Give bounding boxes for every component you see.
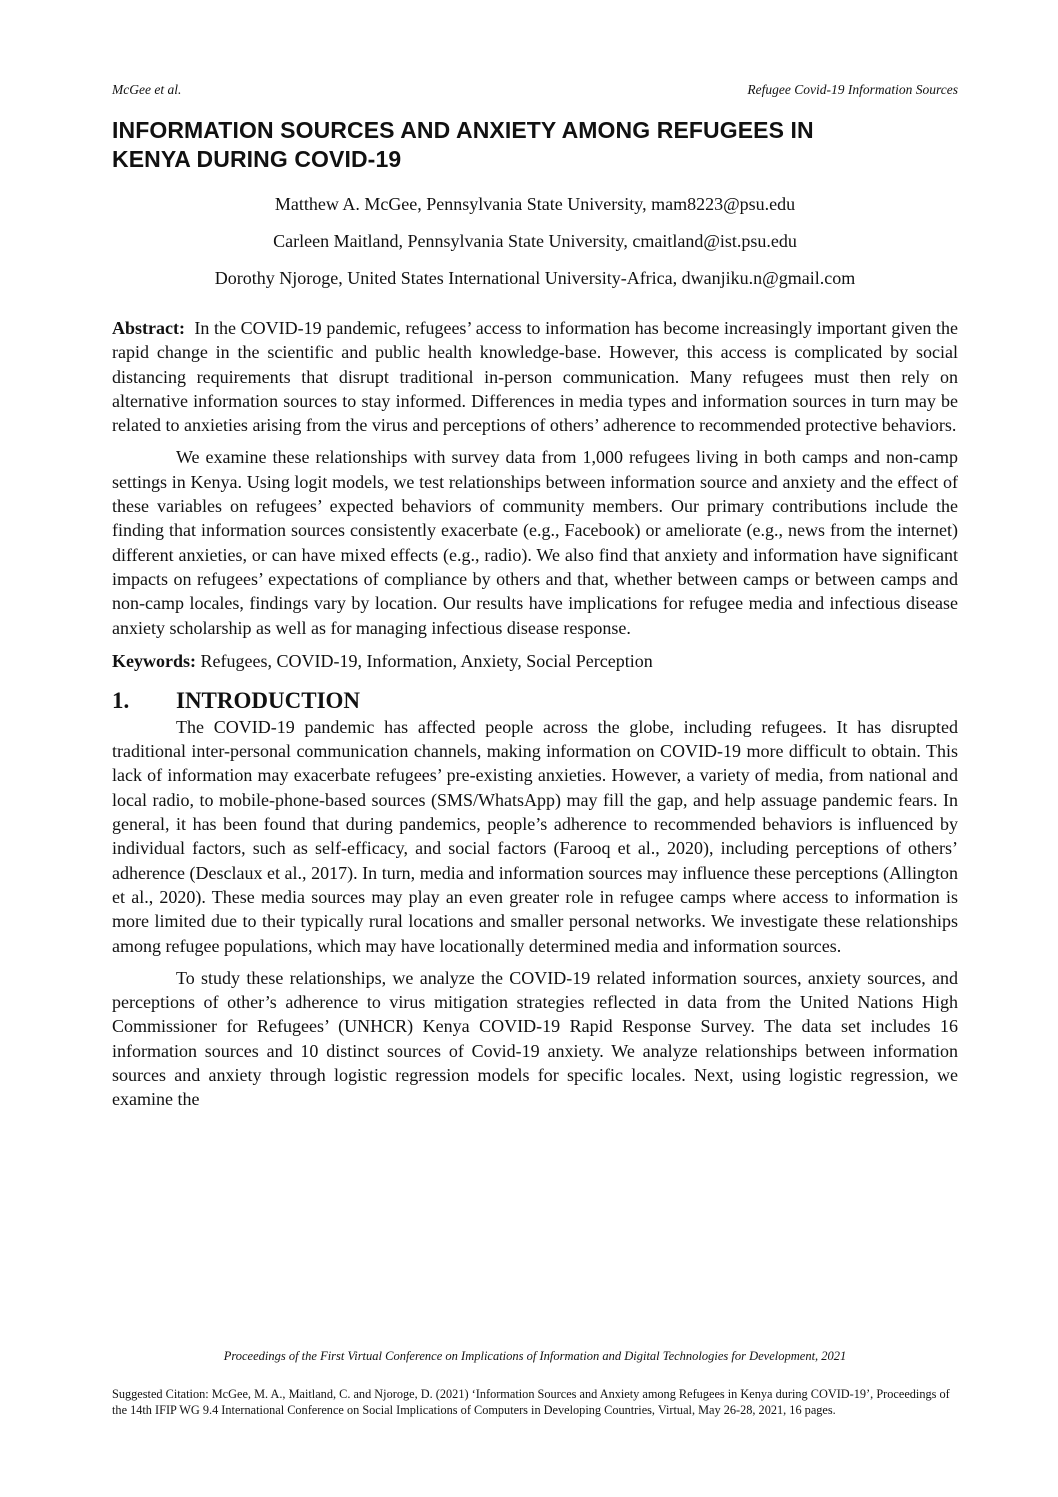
section-title: INTRODUCTION: [176, 687, 361, 713]
running-header-right: Refugee Covid-19 Information Sources: [747, 82, 958, 97]
keywords-text: Refugees, COVID-19, Information, Anxiety, Social Perception: [200, 650, 653, 671]
intro-paragraph-1: The COVID-19 pandemic has affected people across the globe, including refugees. It has disrupted traditional inter-personal communication channels, making information on COVID-19 more difficult to obtain. This lack of information may exacerbate refugees’ pre-existing anxieties. However, a variety of media, from national and local radio, to mobile-phone-based sources (SMS/WhatsApp) may fill the gap, and help assuage pandemic fears. In general, it has been found that during pandemics, people’s adherence to recommended behaviors is influenced by individual factors, such as self-efficacy, and social factors (Farooq et al., 2020), including perceptions of others’ adherence (Desclaux et al., 2017). In turn, media and information sources may influence these perceptions (Allington et al., 2020). These media sources may play an even greater role in refugee camps where access to information is more limited due to their typically rural locations and smaller personal networks. We investigate these relationships among refugee populations, which may have locationally determined media and information sources.: [112, 716, 958, 956]
section-heading: [112, 687, 958, 715]
intro-paragraph-2: To study these relationships, we analyze the COVID-19 related information sources, anxiety sources, and perceptions of other’s adherence to virus mitigation strategies reflected in data from the United Nations High Commissioner for Refugees’ (UNHCR) Kenya COVID-19 Rapid Response Survey. The data set includes 16 information sources and 10 distinct sources of Covid-19 anxiety. We analyze relationships between information sources and anxiety through logistic regression models for specific locales. Next, using logistic regression, we examine the: [112, 967, 958, 1110]
page-body: [112, 82, 958, 1112]
author-3: Dorothy Njoroge, United States International University-Africa, dwanjiku.n@gmail.com: [214, 268, 856, 288]
keywords: [112, 649, 958, 673]
footer-citation: Suggested Citation: McGee, M. A., Maitland, C. and Njoroge, D. (2021) ‘Information Sources and Anxiety among Refugees in Kenya during COVID-19’, Proceedings of the 14th IFIP WG 9.4 International Conference on Social Implications of Computers in Developing Countries, Virtual, May 26-28, 2021, 16 pages.: [112, 1387, 950, 1417]
paper-title-line-2: KENYA DURING COVID-19: [112, 146, 402, 172]
keywords-label: Keywords:: [112, 650, 196, 671]
footer-proceedings: Proceedings of the First Virtual Conference on Implications of Information and Digital Technologies for Development, 2021: [223, 1349, 847, 1363]
paper-title-line-1: INFORMATION SOURCES AND ANXIETY AMONG REFUGEES IN: [112, 117, 814, 143]
author-list: [112, 192, 958, 290]
abstract-text-1: In the COVID-19 pandemic, refugees’ access to information has become increasingly important given the rapid change in the scientific and public health knowledge-base. However, this access is complicated by social distancing requirements that disrupt traditional in-person communication. Many refugees must then rely on alternative information sources to stay informed. Differences in media types and information sources in turn may be related to anxieties arising from the virus and perceptions of others’ adherence to recommended protective behaviors.: [112, 318, 959, 436]
section-number: 1.: [112, 687, 130, 713]
author-1: Matthew A. McGee, Pennsylvania State University, mam8223@psu.edu: [274, 194, 796, 214]
running-header: [112, 82, 958, 98]
running-header-left: McGee et al.: [112, 82, 182, 97]
paper-title: [112, 116, 958, 174]
abstract-paragraph-2: We examine these relationships with survey data from 1,000 refugees living in both camps and non-camp settings in Kenya. Using logit models, we test relationships between information source and anxiety and the effect of these variables on refugees’ expected behaviors of community members. Our primary contributions include the finding that information sources consistently exacerbate (e.g., Facebook) or ameliorate (e.g., news from the internet) different anxieties, or can have mixed effects (e.g., radio). We also find that anxiety and information have significant impacts on refugees’ expectations of compliance by others and that, whether between camps or between camps and non-camp locales, findings vary by location. Our results have implications for refugee media and infectious disease anxiety scholarship as well as for managing infectious disease response.: [112, 447, 958, 638]
abstract-paragraph-1: [112, 316, 958, 437]
author-2: Carleen Maitland, Pennsylvania State University, cmaitland@ist.psu.edu: [273, 231, 797, 251]
abstract-label: Abstract:: [112, 318, 185, 338]
